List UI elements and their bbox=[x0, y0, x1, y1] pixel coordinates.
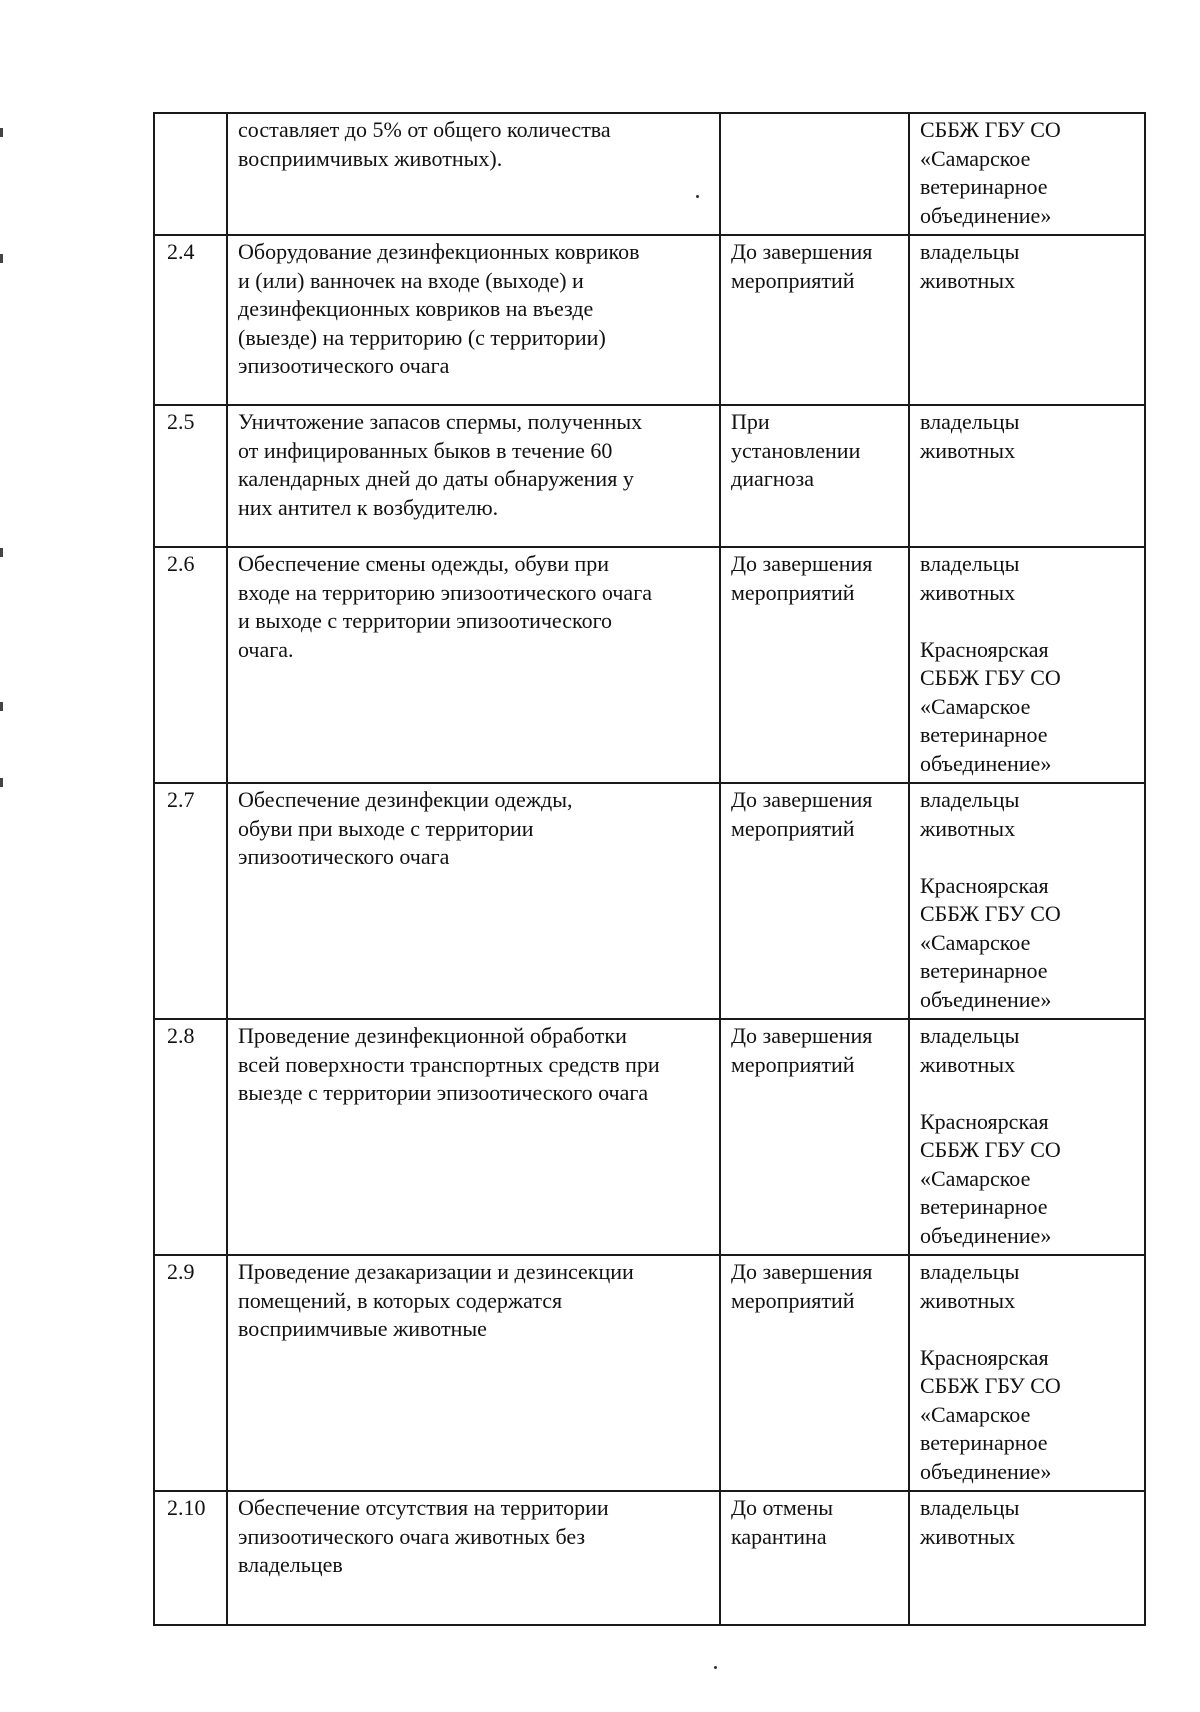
responsible-cell bbox=[909, 783, 1145, 1019]
description-cell bbox=[227, 783, 720, 1019]
responsible-organization: Красноярская СББЖ ГБУ СО «Самарское ветеринарное объединение» bbox=[920, 872, 1061, 1012]
responsible-organization: Красноярская СББЖ ГБУ СО «Самарское ветеринарное объединение» bbox=[920, 1344, 1061, 1484]
responsible-cell bbox=[909, 1491, 1145, 1625]
deadline-cell bbox=[720, 235, 909, 405]
responsible-owner: владельцы животных bbox=[920, 239, 1020, 293]
row-description: Обеспечение дезинфекции одежды, обуви при выходе с территории эпизоотического очага bbox=[238, 787, 573, 869]
row-deadline: При установлении диагноза bbox=[731, 409, 861, 491]
deadline-cell bbox=[720, 1255, 909, 1491]
row-description: Уничтожение запасов спермы, полученных от инфицированных быков в течение 60 календарных дней до даты обнаружения у них антител к возбудителю. bbox=[238, 409, 643, 520]
deadline-cell bbox=[720, 405, 909, 547]
responsible-owner: владельцы животных bbox=[920, 551, 1020, 605]
responsible-organization: Красноярская СББЖ ГБУ СО «Самарское ветеринарное объединение» bbox=[920, 1108, 1061, 1248]
row-number-cell bbox=[154, 1491, 227, 1625]
row-number-cell bbox=[154, 783, 227, 1019]
row-deadline: До завершения мероприятий bbox=[731, 1259, 873, 1313]
row-number: 2.6 bbox=[167, 551, 195, 576]
table-row bbox=[154, 405, 1145, 547]
responsible-owner: владельцы животных bbox=[920, 787, 1020, 841]
row-number: 2.10 bbox=[167, 1495, 206, 1520]
deadline-cell bbox=[720, 1019, 909, 1255]
row-number: 2.8 bbox=[167, 1023, 195, 1048]
row-description: составляет до 5% от общего количества восприимчивых животных). bbox=[238, 117, 611, 171]
row-number-cell bbox=[154, 113, 227, 235]
row-number: 2.5 bbox=[167, 409, 195, 434]
scan-speck bbox=[714, 1666, 717, 1669]
scan-mark bbox=[0, 548, 3, 557]
table-row-continuation bbox=[154, 113, 1145, 235]
row-deadline: До отмены карантина bbox=[731, 1495, 834, 1549]
scan-mark bbox=[0, 778, 3, 787]
row-deadline: До завершения мероприятий bbox=[731, 239, 873, 293]
deadline-cell bbox=[720, 783, 909, 1019]
row-number: 2.7 bbox=[167, 787, 195, 812]
row-deadline: До завершения мероприятий bbox=[731, 551, 873, 605]
row-description: Проведение дезинфекционной обработки всей поверхности транспортных средств при выезде с территории эпизоотического очага bbox=[238, 1023, 660, 1105]
row-description: Проведение дезакаризации и дезинсекции помещений, в которых содержатся восприимчивые животные bbox=[238, 1259, 634, 1341]
row-deadline: До завершения мероприятий bbox=[731, 787, 873, 841]
description-cell bbox=[227, 1255, 720, 1491]
table-row bbox=[154, 235, 1145, 405]
row-number: 2.9 bbox=[167, 1259, 195, 1284]
scan-mark bbox=[0, 128, 3, 137]
row-number-cell bbox=[154, 1255, 227, 1491]
description-cell bbox=[227, 1019, 720, 1255]
responsible-cell bbox=[909, 405, 1145, 547]
row-number-cell bbox=[154, 405, 227, 547]
responsible-organization: Красноярская СББЖ ГБУ СО «Самарское ветеринарное объединение» bbox=[920, 636, 1061, 776]
spacer bbox=[920, 1079, 1135, 1108]
responsible-owner: владельцы животных bbox=[920, 409, 1020, 463]
scan-mark bbox=[0, 702, 3, 711]
row-description: Оборудование дезинфекционных ковриков и (или) ванночек на входе (выходе) и дезинфекционных ковриков на въезде (выезде) на территорию (с территории) эпизоотического очага bbox=[238, 239, 640, 378]
table-row bbox=[154, 1491, 1145, 1625]
row-number: 2.4 bbox=[167, 239, 195, 264]
deadline-cell bbox=[720, 547, 909, 783]
table-row bbox=[154, 1255, 1145, 1491]
responsible-owner: владельцы животных bbox=[920, 1495, 1020, 1549]
row-number-cell bbox=[154, 1019, 227, 1255]
deadline-cell bbox=[720, 1491, 909, 1625]
description-cell bbox=[227, 113, 720, 235]
table-row bbox=[154, 547, 1145, 783]
description-cell bbox=[227, 547, 720, 783]
measures-table bbox=[153, 112, 1146, 1626]
row-description: Обеспечение отсутствия на территории эпизоотического очага животных без владельцев bbox=[238, 1495, 609, 1577]
responsible-cell bbox=[909, 235, 1145, 405]
responsible-cell bbox=[909, 547, 1145, 783]
description-cell bbox=[227, 235, 720, 405]
spacer bbox=[920, 843, 1135, 872]
table-row bbox=[154, 783, 1145, 1019]
row-responsible: СББЖ ГБУ СО «Самарское ветеринарное объединение» bbox=[920, 117, 1061, 228]
row-number-cell bbox=[154, 547, 227, 783]
spacer bbox=[920, 1315, 1135, 1344]
responsible-cell bbox=[909, 1255, 1145, 1491]
table-row bbox=[154, 1019, 1145, 1255]
row-description: Обеспечение смены одежды, обуви при входе на территорию эпизоотического очага и выходе с территории эпизоотического очага. bbox=[238, 551, 652, 662]
responsible-owner: владельцы животных bbox=[920, 1023, 1020, 1077]
scan-mark bbox=[0, 254, 3, 263]
responsible-cell bbox=[909, 1019, 1145, 1255]
responsible-cell bbox=[909, 113, 1145, 235]
spacer bbox=[920, 607, 1135, 636]
description-cell bbox=[227, 405, 720, 547]
description-cell bbox=[227, 1491, 720, 1625]
row-number-cell bbox=[154, 235, 227, 405]
row-deadline: До завершения мероприятий bbox=[731, 1023, 873, 1077]
deadline-cell bbox=[720, 113, 909, 235]
responsible-owner: владельцы животных bbox=[920, 1259, 1020, 1313]
